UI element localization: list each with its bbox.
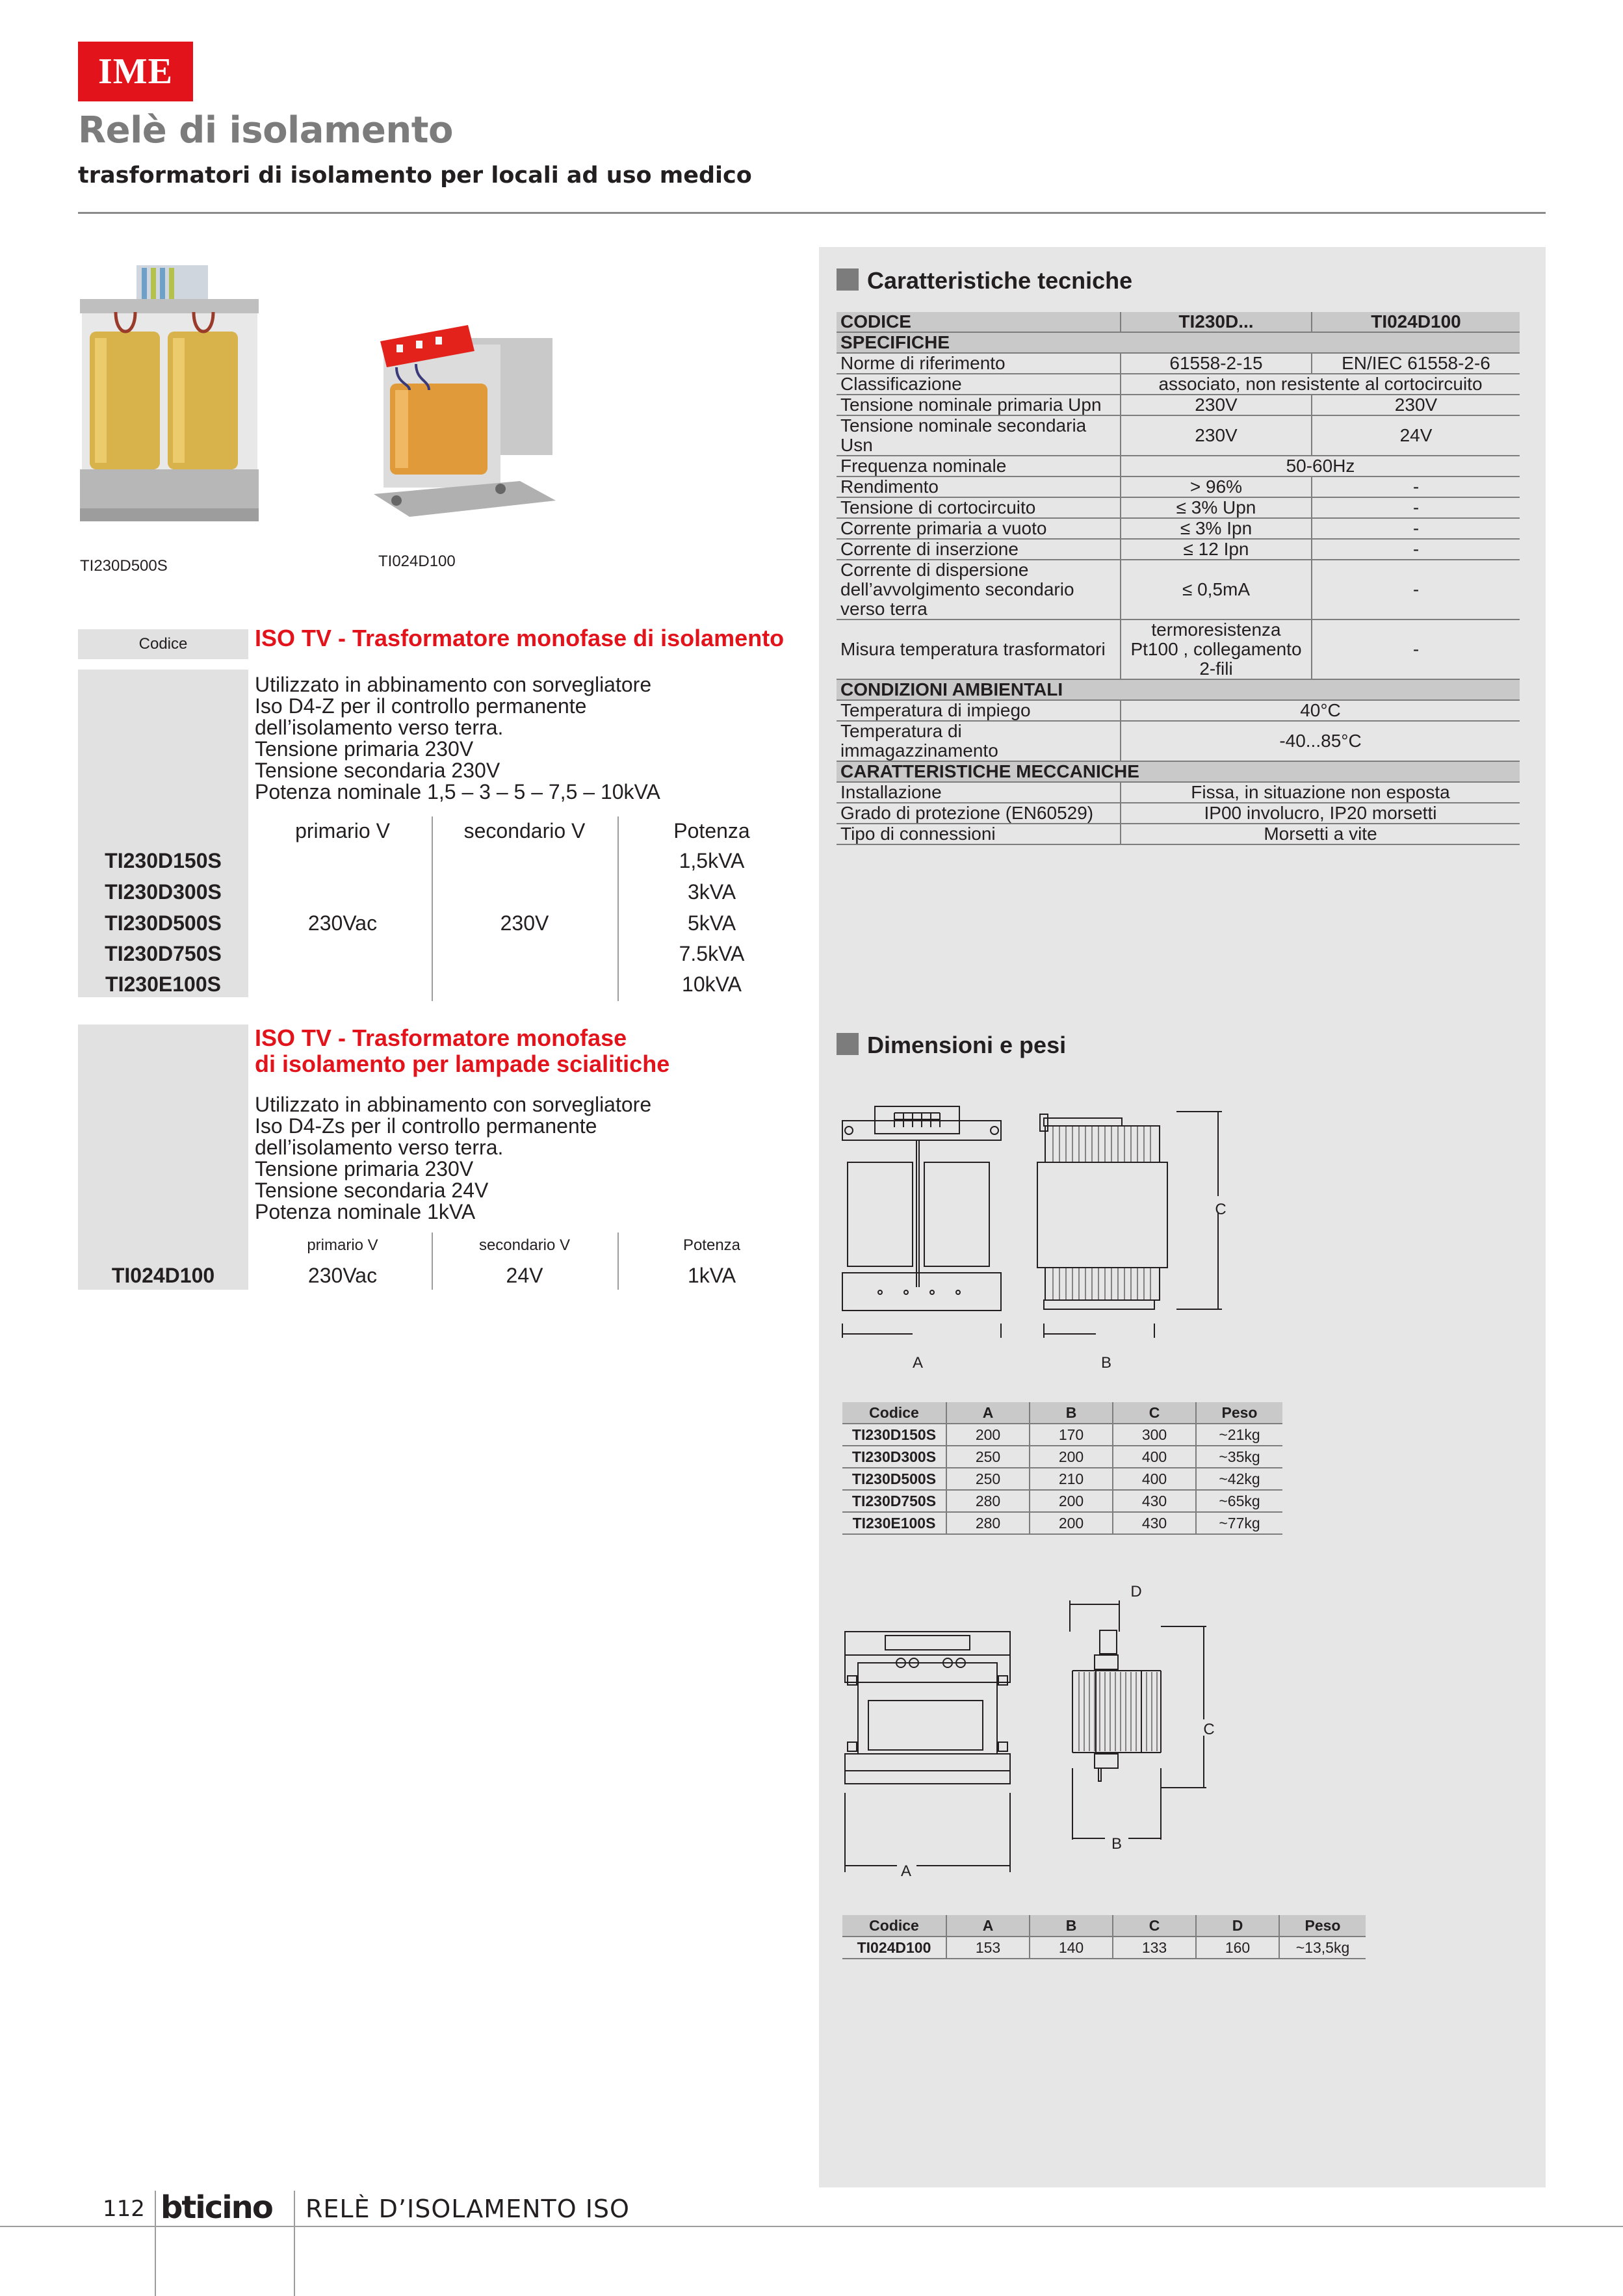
spec-row	[837, 700, 1520, 721]
desc-line: dell’isolamento verso terra.	[255, 1136, 504, 1159]
desc-line: Tensione primaria 230V	[255, 1157, 474, 1181]
tech-spec-table	[837, 312, 1520, 845]
dims-cell: TI024D100	[842, 1937, 946, 1959]
spec-cell: Morsetti a vite	[1121, 824, 1520, 844]
product-code: TI230D150S	[105, 849, 222, 872]
product-code: TI230E100S	[105, 972, 221, 996]
photo-caption-1: TI230D500S	[80, 557, 168, 575]
dims-row	[842, 1490, 1282, 1512]
power-value: 3kVA	[687, 880, 736, 904]
desc-line: dell’isolamento verso terra.	[255, 716, 504, 739]
product2-code-column	[78, 1024, 248, 1290]
dims-cell: 160	[1196, 1937, 1279, 1959]
transformer-photo-ti024d100	[370, 319, 559, 527]
spec-cell: Corrente primaria a vuoto	[837, 518, 1121, 539]
dims-row	[842, 1446, 1282, 1468]
spec-cell: Tipo di connessioni	[837, 824, 1121, 844]
col-primario: primario V	[307, 1236, 378, 1254]
product1-description	[255, 674, 660, 803]
spec-cell: 61558-2-15	[1121, 353, 1312, 374]
dims-cell: TI230E100S	[842, 1512, 946, 1534]
footer-divider	[0, 2226, 1623, 2227]
spec-cell: Corrente di dispersione dell’avvolgimento secondario verso terra	[837, 560, 1121, 620]
dims-cell: 200	[1030, 1490, 1113, 1512]
dims-cell: TI230D500S	[842, 1468, 946, 1490]
dims-header-cell: Codice	[842, 1402, 946, 1424]
spec-row	[837, 332, 1520, 353]
spec-cell: ≤ 12 Ipn	[1121, 539, 1312, 560]
spec-cell: Temperatura di impiego	[837, 700, 1121, 721]
product2-description	[255, 1094, 651, 1223]
desc-line: Utilizzato in abbinamento con sorvegliatore	[255, 673, 652, 696]
spec-cell: 230V	[1312, 395, 1520, 415]
spec-cell: Rendimento	[837, 476, 1121, 497]
dims-header-cell: Peso	[1196, 1402, 1282, 1424]
dims-cell: ~21kg	[1196, 1424, 1282, 1446]
dims-header-cell: Codice	[842, 1915, 946, 1937]
desc-line: Tensione secondaria 24V	[255, 1179, 489, 1202]
dims-table-1	[842, 1402, 1282, 1535]
dims-header-cell: A	[946, 1402, 1030, 1424]
spec-cell: 230V	[1121, 415, 1312, 456]
desc-line: Iso D4-Z per il controllo permanente	[255, 694, 587, 718]
dims-cell: 200	[1030, 1512, 1113, 1534]
dims-row	[842, 1424, 1282, 1446]
ime-logo: IME	[78, 42, 193, 101]
spec-cell: -	[1312, 497, 1520, 518]
desc-line: Potenza nominale 1,5 – 3 – 5 – 7,5 – 10kVA	[255, 780, 660, 803]
power-value: 7.5kVA	[679, 942, 745, 965]
page-title: Relè di isolamento	[78, 109, 453, 151]
spec-row	[837, 539, 1520, 560]
spec-cell: -	[1312, 476, 1520, 497]
spec-cell: TI230D...	[1121, 312, 1312, 332]
product2-heading-line2: di isolamento per lampade scialitiche	[255, 1050, 670, 1077]
dim-label-b: B	[1111, 1835, 1123, 1853]
spec-cell: Tensione di cortocircuito	[837, 497, 1121, 518]
dim-label-c: C	[1215, 1201, 1227, 1218]
spec-row	[837, 803, 1520, 824]
page-number: 112	[103, 2196, 145, 2222]
dims-row	[842, 1512, 1282, 1534]
col-secondario: secondario V	[478, 1236, 571, 1254]
dims-header-cell: C	[1113, 1402, 1196, 1424]
spec-cell: Tensione nominale primaria Upn	[837, 395, 1121, 415]
desc-line: Tensione secondaria 230V	[255, 759, 500, 782]
spec-row	[837, 824, 1520, 844]
product-code: TI230D500S	[105, 911, 222, 935]
spec-cell: ≤ 0,5mA	[1121, 560, 1312, 620]
dim-label-a: A	[912, 1354, 924, 1372]
dims-cell: 133	[1113, 1937, 1196, 1959]
spec-row	[837, 353, 1520, 374]
spec-cell: CODICE	[837, 312, 1121, 332]
spec-row	[837, 518, 1520, 539]
footer-vline	[294, 2191, 295, 2296]
product-code: TI024D100	[111, 1264, 215, 1287]
product1-heading: ISO TV - Trasformatore monofase di isolamento	[255, 625, 785, 651]
spec-cell: CARATTERISTICHE MECCANICHE	[837, 761, 1520, 782]
dims-cell: ~42kg	[1196, 1468, 1282, 1490]
dims-cell: 200	[1030, 1446, 1113, 1468]
dims-cell: 430	[1113, 1512, 1196, 1534]
spec-cell: Fissa, in situazione non esposta	[1121, 782, 1520, 803]
power-value: 1kVA	[687, 1264, 736, 1287]
footer-title: RELÈ D’ISOLAMENTO ISO	[305, 2195, 630, 2223]
dims-header-cell: C	[1113, 1915, 1196, 1937]
dim-label-b: B	[1100, 1354, 1112, 1372]
spec-cell: Installazione	[837, 782, 1121, 803]
spec-row	[837, 560, 1520, 620]
footer-vline	[155, 2191, 156, 2296]
section-square-icon	[837, 268, 859, 291]
spec-cell: 230V	[1121, 395, 1312, 415]
spec-cell: termoresistenza Pt100 , collegamento 2-fili	[1121, 620, 1312, 679]
secondario-value: 24V	[506, 1264, 543, 1287]
dims-table-2	[842, 1915, 1366, 1959]
spec-cell: ≤ 3% Upn	[1121, 497, 1312, 518]
spec-cell: Temperatura di immagazzinamento	[837, 721, 1121, 761]
power-value: 5kVA	[687, 911, 736, 935]
spec-cell: IP00 involucro, IP20 morsetti	[1121, 803, 1520, 824]
column-divider	[432, 816, 433, 1001]
spec-cell: -	[1312, 518, 1520, 539]
spec-row	[837, 374, 1520, 395]
dimension-drawing-ti230d	[838, 1099, 1241, 1378]
spec-cell: CONDIZIONI AMBIENTALI	[837, 679, 1520, 700]
bticino-logo: bticino	[161, 2189, 272, 2226]
spec-cell: > 96%	[1121, 476, 1312, 497]
dims-cell: ~13,5kg	[1279, 1937, 1366, 1959]
spec-cell: Tensione nominale secondaria Usn	[837, 415, 1121, 456]
spec-row	[837, 476, 1520, 497]
col-potenza: Potenza	[682, 1236, 741, 1254]
product-code: TI230D750S	[105, 942, 222, 965]
spec-cell: -	[1312, 620, 1520, 679]
photo-caption-2: TI024D100	[378, 553, 456, 570]
dims-cell: 250	[946, 1468, 1030, 1490]
spec-cell: ≤ 3% Ipn	[1121, 518, 1312, 539]
dims-cell: 200	[946, 1424, 1030, 1446]
spec-row	[837, 721, 1520, 761]
primario-value: 230Vac	[307, 1264, 378, 1287]
spec-cell: -40...85°C	[1121, 721, 1520, 761]
dims-cell: 300	[1113, 1424, 1196, 1446]
dims-cell: TI230D300S	[842, 1446, 946, 1468]
secondario-value: 230V	[500, 911, 549, 935]
spec-cell: SPECIFICHE	[837, 332, 1520, 353]
dims-cell: 250	[946, 1446, 1030, 1468]
dims-header-cell: A	[946, 1915, 1030, 1937]
spec-cell: EN/IEC 61558-2-6	[1312, 353, 1520, 374]
dims-cell: TI230D750S	[842, 1490, 946, 1512]
dims-header-cell: B	[1030, 1402, 1113, 1424]
dims-cell: ~35kg	[1196, 1446, 1282, 1468]
spec-row	[837, 456, 1520, 476]
desc-line: Iso D4-Zs per il controllo permanente	[255, 1114, 597, 1138]
spec-row	[837, 415, 1520, 456]
dims-cell: TI230D150S	[842, 1424, 946, 1446]
tech-heading: Caratteristiche tecniche	[867, 267, 1133, 294]
dims-cell: ~65kg	[1196, 1490, 1282, 1512]
dims-header-row	[842, 1402, 1282, 1424]
spec-cell: -	[1312, 539, 1520, 560]
dims-heading: Dimensioni e pesi	[867, 1032, 1067, 1058]
dims-row	[842, 1468, 1282, 1490]
codice-header: Codice	[78, 629, 248, 659]
spec-cell: Misura temperatura trasformatori	[837, 620, 1121, 679]
dims-header-cell: B	[1030, 1915, 1113, 1937]
section-square-icon	[837, 1033, 859, 1055]
product-code: TI230D300S	[105, 880, 222, 904]
spec-row	[837, 782, 1520, 803]
spec-cell: Grado di protezione (EN60529)	[837, 803, 1121, 824]
spec-cell: associato, non resistente al cortocircuito	[1121, 374, 1520, 395]
dims-header-row	[842, 1915, 1366, 1937]
dim-label-d: D	[1130, 1583, 1142, 1600]
dims-cell: 153	[946, 1937, 1030, 1959]
spec-cell: TI024D100	[1312, 312, 1520, 332]
dims-cell: 170	[1030, 1424, 1113, 1446]
spec-cell: 40°C	[1121, 700, 1520, 721]
spec-cell: 50-60Hz	[1121, 456, 1520, 476]
dims-cell: 400	[1113, 1446, 1196, 1468]
spec-cell: -	[1312, 560, 1520, 620]
col-potenza: Potenza	[673, 819, 750, 842]
dim-label-a: A	[900, 1862, 912, 1880]
dims-cell: 430	[1113, 1490, 1196, 1512]
dims-cell: 140	[1030, 1937, 1113, 1959]
spec-cell: Norme di riferimento	[837, 353, 1121, 374]
dims-row	[842, 1937, 1366, 1959]
transformer-photo-ti230d500s	[77, 260, 262, 533]
spec-row	[837, 761, 1520, 782]
dims-header-cell: D	[1196, 1915, 1279, 1937]
desc-line: Tensione primaria 230V	[255, 737, 474, 761]
dim-label-c: C	[1203, 1721, 1215, 1738]
dims-cell: 400	[1113, 1468, 1196, 1490]
dims-cell: 210	[1030, 1468, 1113, 1490]
header-divider	[78, 212, 1546, 214]
power-value: 1,5kVA	[679, 849, 745, 872]
desc-line: Utilizzato in abbinamento con sorvegliatore	[255, 1093, 652, 1116]
col-secondario: secondario V	[463, 819, 586, 842]
desc-line: Potenza nominale 1kVA	[255, 1200, 476, 1223]
spec-cell: 24V	[1312, 415, 1520, 456]
spec-cell: Classificazione	[837, 374, 1121, 395]
dims-header-cell: Peso	[1279, 1915, 1366, 1937]
page-subtitle: trasformatori di isolamento per locali ad uso medico	[78, 163, 752, 189]
spec-row	[837, 497, 1520, 518]
spec-row	[837, 395, 1520, 415]
product2-heading-line1: ISO TV - Trasformatore monofase	[255, 1024, 627, 1051]
spec-cell: Frequenza nominale	[837, 456, 1121, 476]
dimension-drawing-ti024d100	[838, 1580, 1267, 1892]
spec-row	[837, 679, 1520, 700]
spec-row	[837, 312, 1520, 332]
dims-cell: 280	[946, 1490, 1030, 1512]
primario-value: 230Vac	[307, 911, 378, 935]
spec-cell: Corrente di inserzione	[837, 539, 1121, 560]
col-primario: primario V	[295, 819, 390, 842]
dims-cell: 280	[946, 1512, 1030, 1534]
power-value: 10kVA	[682, 972, 742, 996]
spec-row	[837, 620, 1520, 679]
dims-cell: ~77kg	[1196, 1512, 1282, 1534]
